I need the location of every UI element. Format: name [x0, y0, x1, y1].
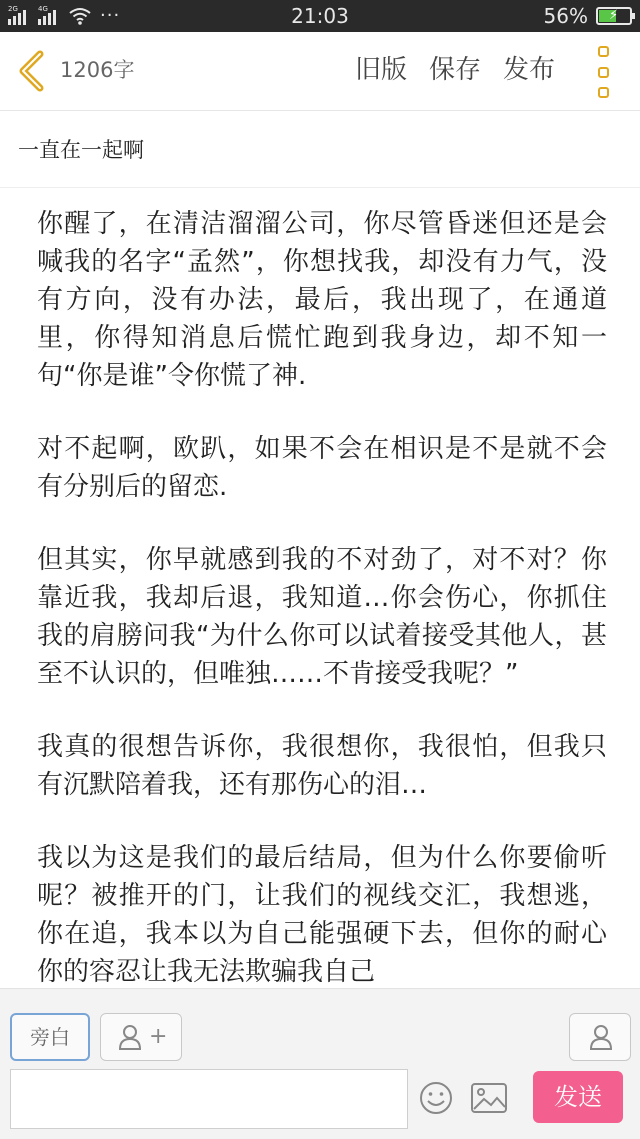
signal-1-generation: 2G	[8, 5, 18, 13]
image-icon[interactable]	[470, 1082, 508, 1114]
paragraph: 但其实，你早就感到我的不对劲了，对不对？你靠近我，我却后退，我知道…你会伤心，你抓住我的肩膀问我“为什么你可以试着接受其他人，甚至不认识的，但唯独……不肯接受我呢？”	[37, 545, 607, 689]
send-button[interactable]: 发送	[533, 1071, 623, 1123]
person-icon	[587, 1023, 615, 1051]
charging-icon: ⚡	[609, 8, 619, 23]
add-role-button[interactable]	[100, 1013, 182, 1061]
paragraph: 我真的很想告诉你，我很想你，我很怕，但我只有沉默陪着我，还有那伤心的泪…	[37, 732, 607, 800]
emoji-icon[interactable]	[418, 1080, 454, 1116]
more-notifications-icon: ···	[100, 5, 121, 26]
title-field[interactable]	[0, 111, 640, 188]
publish-button[interactable]: 发布	[503, 55, 556, 85]
aside-button[interactable]: 旁白	[10, 1013, 90, 1061]
battery-percent: 56%	[543, 4, 588, 28]
vertical-dots-icon[interactable]	[592, 46, 614, 98]
plus-icon: +	[149, 1024, 168, 1049]
paragraph: 你醒了，在清洁溜溜公司，你尽管昏迷但还是会喊我的名字“孟然”，你想找我，却没有力气，没有方向，没有办法，最后，我出现了，在通道里，你得知消息后慌忙跑到我身边，却不知一句“你是谁”令你慌了神.	[37, 209, 607, 391]
paragraph: 我以为这是我们的最后结局，但为什么你要偷听呢？被推开的门，让我们的视线交汇，我想逃，你在追，我本以为自己能强硬下去，但你的耐心你的容忍让我无法欺骗我自己	[37, 843, 607, 987]
editor-toolbar	[0, 32, 640, 111]
clock: 21:03	[291, 4, 349, 28]
signal-2-generation: 4G	[38, 5, 48, 13]
word-count: 1206字	[60, 58, 135, 82]
old-version-button[interactable]: 旧版	[355, 55, 408, 85]
battery-icon	[596, 7, 632, 25]
chevron-left-icon[interactable]	[14, 48, 54, 94]
person-icon	[117, 1023, 145, 1051]
composer-bar	[0, 988, 640, 1139]
role-select-button[interactable]	[569, 1013, 631, 1061]
article-body[interactable]	[37, 205, 607, 1026]
paragraph: 对不起啊，欧趴，如果不会在相识是不是就不会有分别后的留恋.	[37, 434, 607, 502]
status-bar	[0, 0, 640, 32]
message-input[interactable]	[10, 1069, 408, 1129]
save-button[interactable]: 保存	[429, 55, 482, 85]
article-title[interactable]: 一直在一起啊	[18, 138, 144, 162]
